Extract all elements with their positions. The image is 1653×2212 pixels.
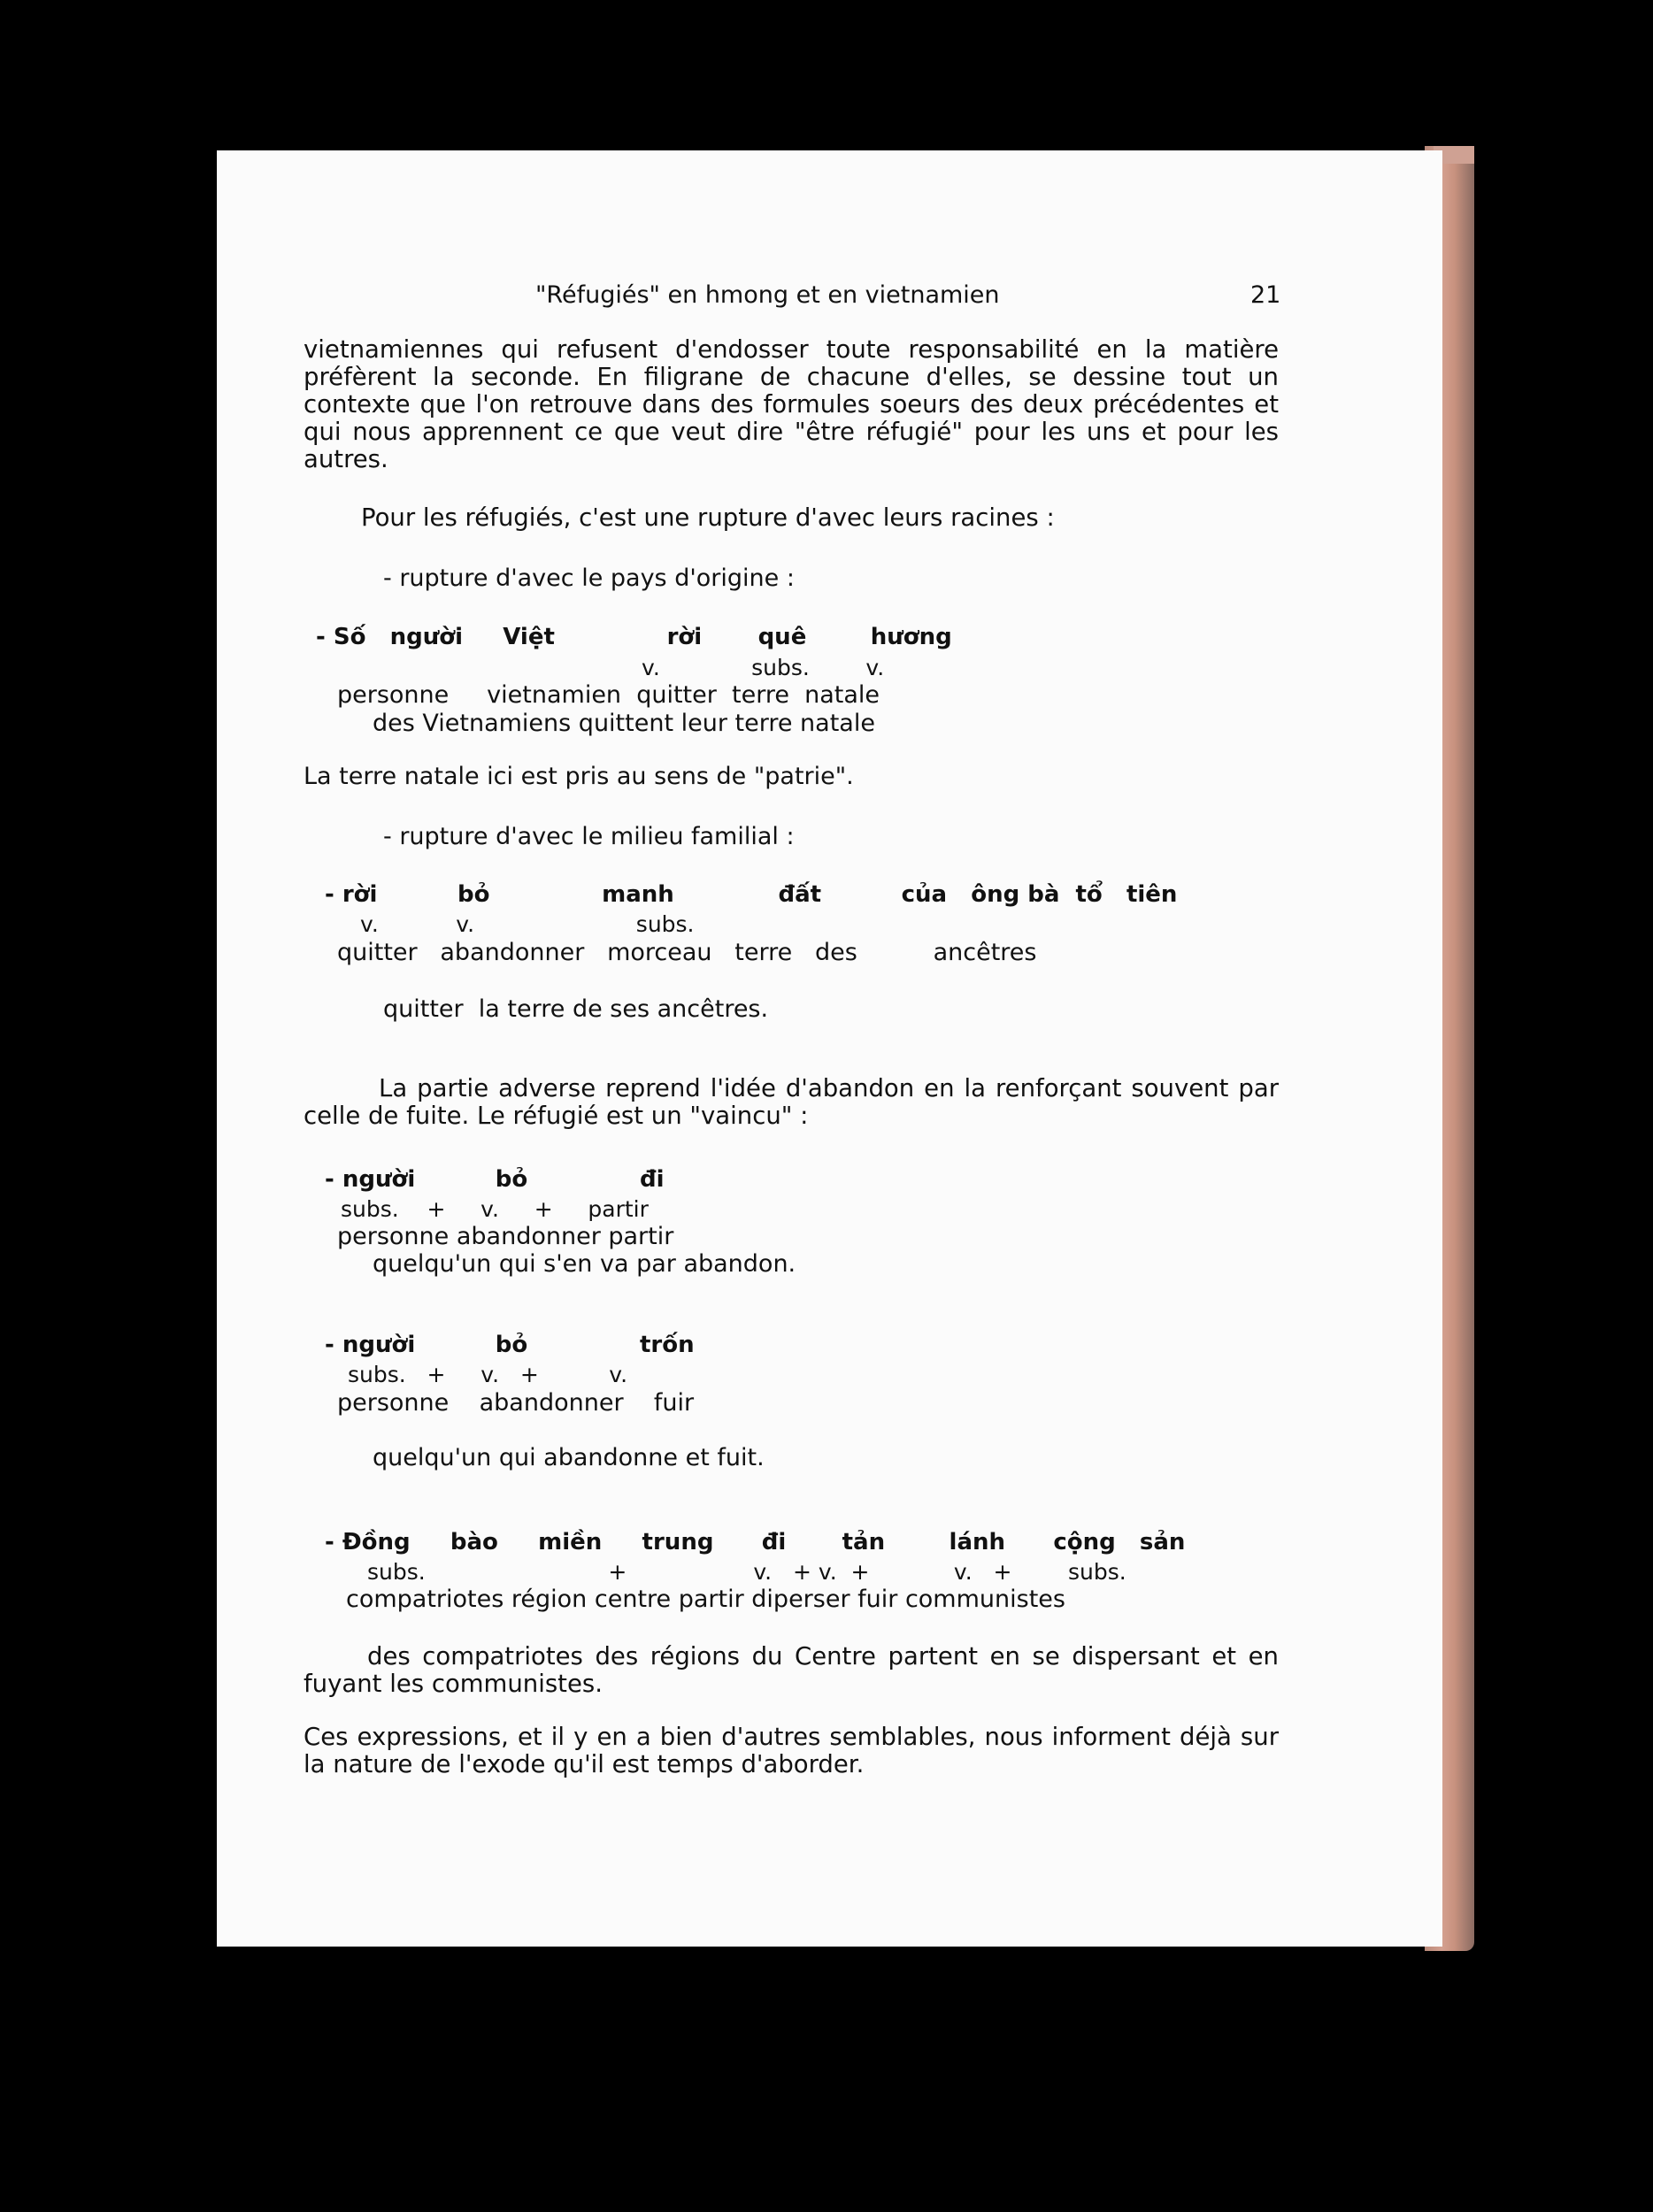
paragraph-rupture: Pour les réfugiés, c'est une rupture d'avec leurs racines : [361, 503, 1055, 532]
vietnamese-phrase: - Đồng bào miền trung đi tản lánh cộng sản [325, 1529, 1186, 1555]
running-header [217, 281, 1442, 317]
word-gloss: personne vietnamien quitter terre natale [337, 681, 880, 709]
vietnamese-phrase: - rời bỏ manh đất của ông bà tổ tiên [325, 881, 1178, 908]
translation: quelqu'un qui s'en va par abandon. [373, 1250, 796, 1278]
paragraph-fuite: La partie adverse reprend l'idée d'abandon en la renforçant souvent par celle de fuite. Le réfugié est un "vaincu" : [304, 1074, 1279, 1130]
word-gloss: quitter abandonner morceau terre des ancêtres [337, 939, 1037, 966]
translation: quitter la terre de ses ancêtres. [383, 995, 769, 1023]
vietnamese-phrase: - người bỏ đi [325, 1166, 665, 1193]
paragraph-conclusion: Ces expressions, et il y en a bien d'autres semblables, nous informent déjà sur la nature de l'exode qu'il est temps d'aborder. [304, 1723, 1279, 1778]
translation: des compatriotes des régions du Centre partent en se dispersant et en fuyant les communistes. [304, 1642, 1279, 1698]
word-gloss: personne abandonner fuir [337, 1389, 695, 1417]
word-gloss: compatriotes région centre partir diperser fuir communistes [346, 1586, 1065, 1613]
page-number: 21 [1250, 281, 1281, 309]
word-gloss: personne abandonner partir [337, 1223, 674, 1250]
grammar-labels: v. subs. v. [642, 655, 885, 680]
grammar-labels: subs. + v. + v. + v. + subs. [367, 1559, 1126, 1585]
grammar-labels: subs. + v. + v. [348, 1362, 628, 1387]
grammar-labels: v. v. subs. [360, 911, 695, 937]
paragraph-intro: vietnamiennes qui refusent d'endosser toute responsabilité en la matière préfèrent la seconde. En filigrane de chacune d'elles, se dessine tout un contexte que l'on retrouve dans des formules soeurs des deux précédentes et qui nous apprennent ce que veut dire "être réfugié" pour les uns et pour les autres. [304, 335, 1279, 473]
example-heading: - rupture d'avec le pays d'origine : [383, 565, 795, 592]
grammar-labels: subs. + v. + partir [341, 1196, 649, 1222]
vietnamese-phrase: - Số người Việt rời quê hương [316, 624, 952, 650]
example-heading: - rupture d'avec le milieu familial : [383, 823, 795, 850]
translation: des Vietnamiens quittent leur terre natale [373, 710, 875, 737]
translation: quelqu'un qui abandonne et fuit. [373, 1444, 765, 1471]
paragraph-note: La terre natale ici est pris au sens de "patrie". [304, 763, 854, 790]
running-title: "Réfugiés" en hmong et en vietnamien [535, 281, 1000, 309]
vietnamese-phrase: - người bỏ trốn [325, 1332, 695, 1358]
book-page [217, 150, 1442, 1947]
